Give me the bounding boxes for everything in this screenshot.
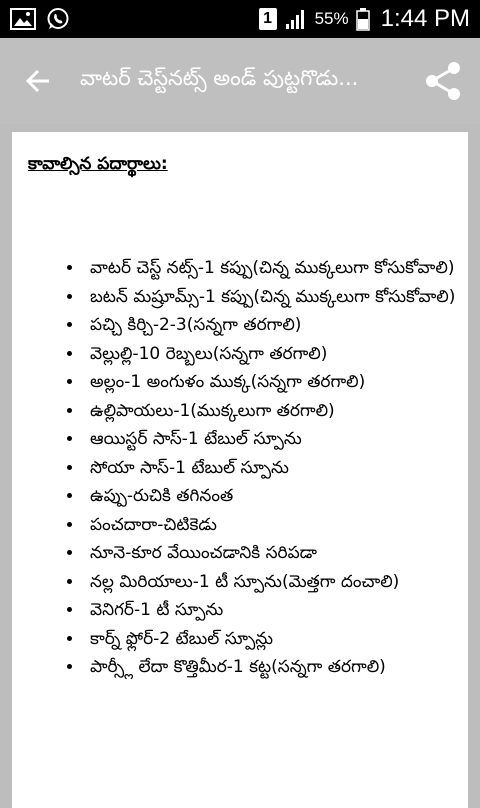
ingredient-item: • ఆయిస్టర్ సాస్-1 టేబుల్ స్పూను bbox=[84, 425, 468, 454]
image-icon bbox=[10, 8, 36, 30]
ingredient-item: • బటన్ మష్రూమ్స్-1 కప్పు(చిన్న ముక్కలుగా కోసుకోవాలి) bbox=[84, 283, 468, 312]
ingredients-heading: కావాల్సిన పదార్థాలు: bbox=[28, 154, 168, 174]
ingredient-item: • పంచదారా-చిటికెడు bbox=[84, 511, 468, 540]
clock: 1:44 PM bbox=[380, 5, 470, 32]
ingredient-item: • ఉల్లిపాయలు-1(ముక్కలుగా తరగాలి) bbox=[84, 397, 468, 426]
ingredient-item: • కార్న్ ఫ్లోర్-2 టేబుల్ స్పూన్లు bbox=[84, 625, 468, 654]
ingredient-item: • వెనిగర్-1 టీ స్పూను bbox=[84, 596, 468, 625]
whatsapp-icon bbox=[46, 7, 70, 31]
ingredient-item: • నల్ల మిరియాలు-1 టీ స్పూను(మెత్తగా దంచాలి) bbox=[84, 568, 468, 597]
ingredient-item: • సోయా సాస్-1 టేబుల్ స్పూను bbox=[84, 454, 468, 483]
app-bar bbox=[0, 38, 480, 124]
battery-icon bbox=[356, 7, 370, 31]
ingredient-item: • వెల్లుల్లి-10 రెబ్బలు(సన్నగా తరగాలి) bbox=[84, 340, 468, 369]
ingredients-list bbox=[28, 254, 468, 682]
recipe-card bbox=[12, 132, 468, 808]
signal-icon bbox=[284, 8, 308, 30]
ingredient-item: • ఉప్పు-రుచికి తగినంత bbox=[84, 482, 468, 511]
share-icon[interactable] bbox=[424, 60, 462, 102]
ingredient-item: • నూనె-కూర వేయించడానికి సరిపడా bbox=[84, 539, 468, 568]
ingredient-item: • పార్స్లీ లేదా కొత్తిమీర-1 కట్ట(సన్నగా తరగాలి) bbox=[84, 653, 468, 682]
content-area[interactable] bbox=[0, 124, 480, 800]
ingredient-item: • అల్లం-1 అంగుళం ముక్క(సన్నగా తరగాలి) bbox=[84, 368, 468, 397]
status-right bbox=[259, 5, 470, 33]
status-left bbox=[10, 7, 70, 31]
back-arrow-icon[interactable] bbox=[24, 67, 52, 95]
battery-percent: 55% bbox=[314, 9, 349, 28]
app-title: వాటర్ చెస్ట్‌నట్స్ అండ్ పుట్టగొడు... bbox=[80, 66, 359, 90]
ingredient-item: • వాటర్ చెస్ట్ నట్స్-1 కప్పు(చిన్న ముక్కలుగా కోసుకోవాలి) bbox=[84, 254, 468, 283]
sim-icon: 1 bbox=[259, 8, 277, 30]
ingredient-item: • పచ్చి కిర్చి-2-3(సన్నగా తరగాలి) bbox=[84, 311, 468, 340]
status-bar bbox=[0, 0, 480, 38]
